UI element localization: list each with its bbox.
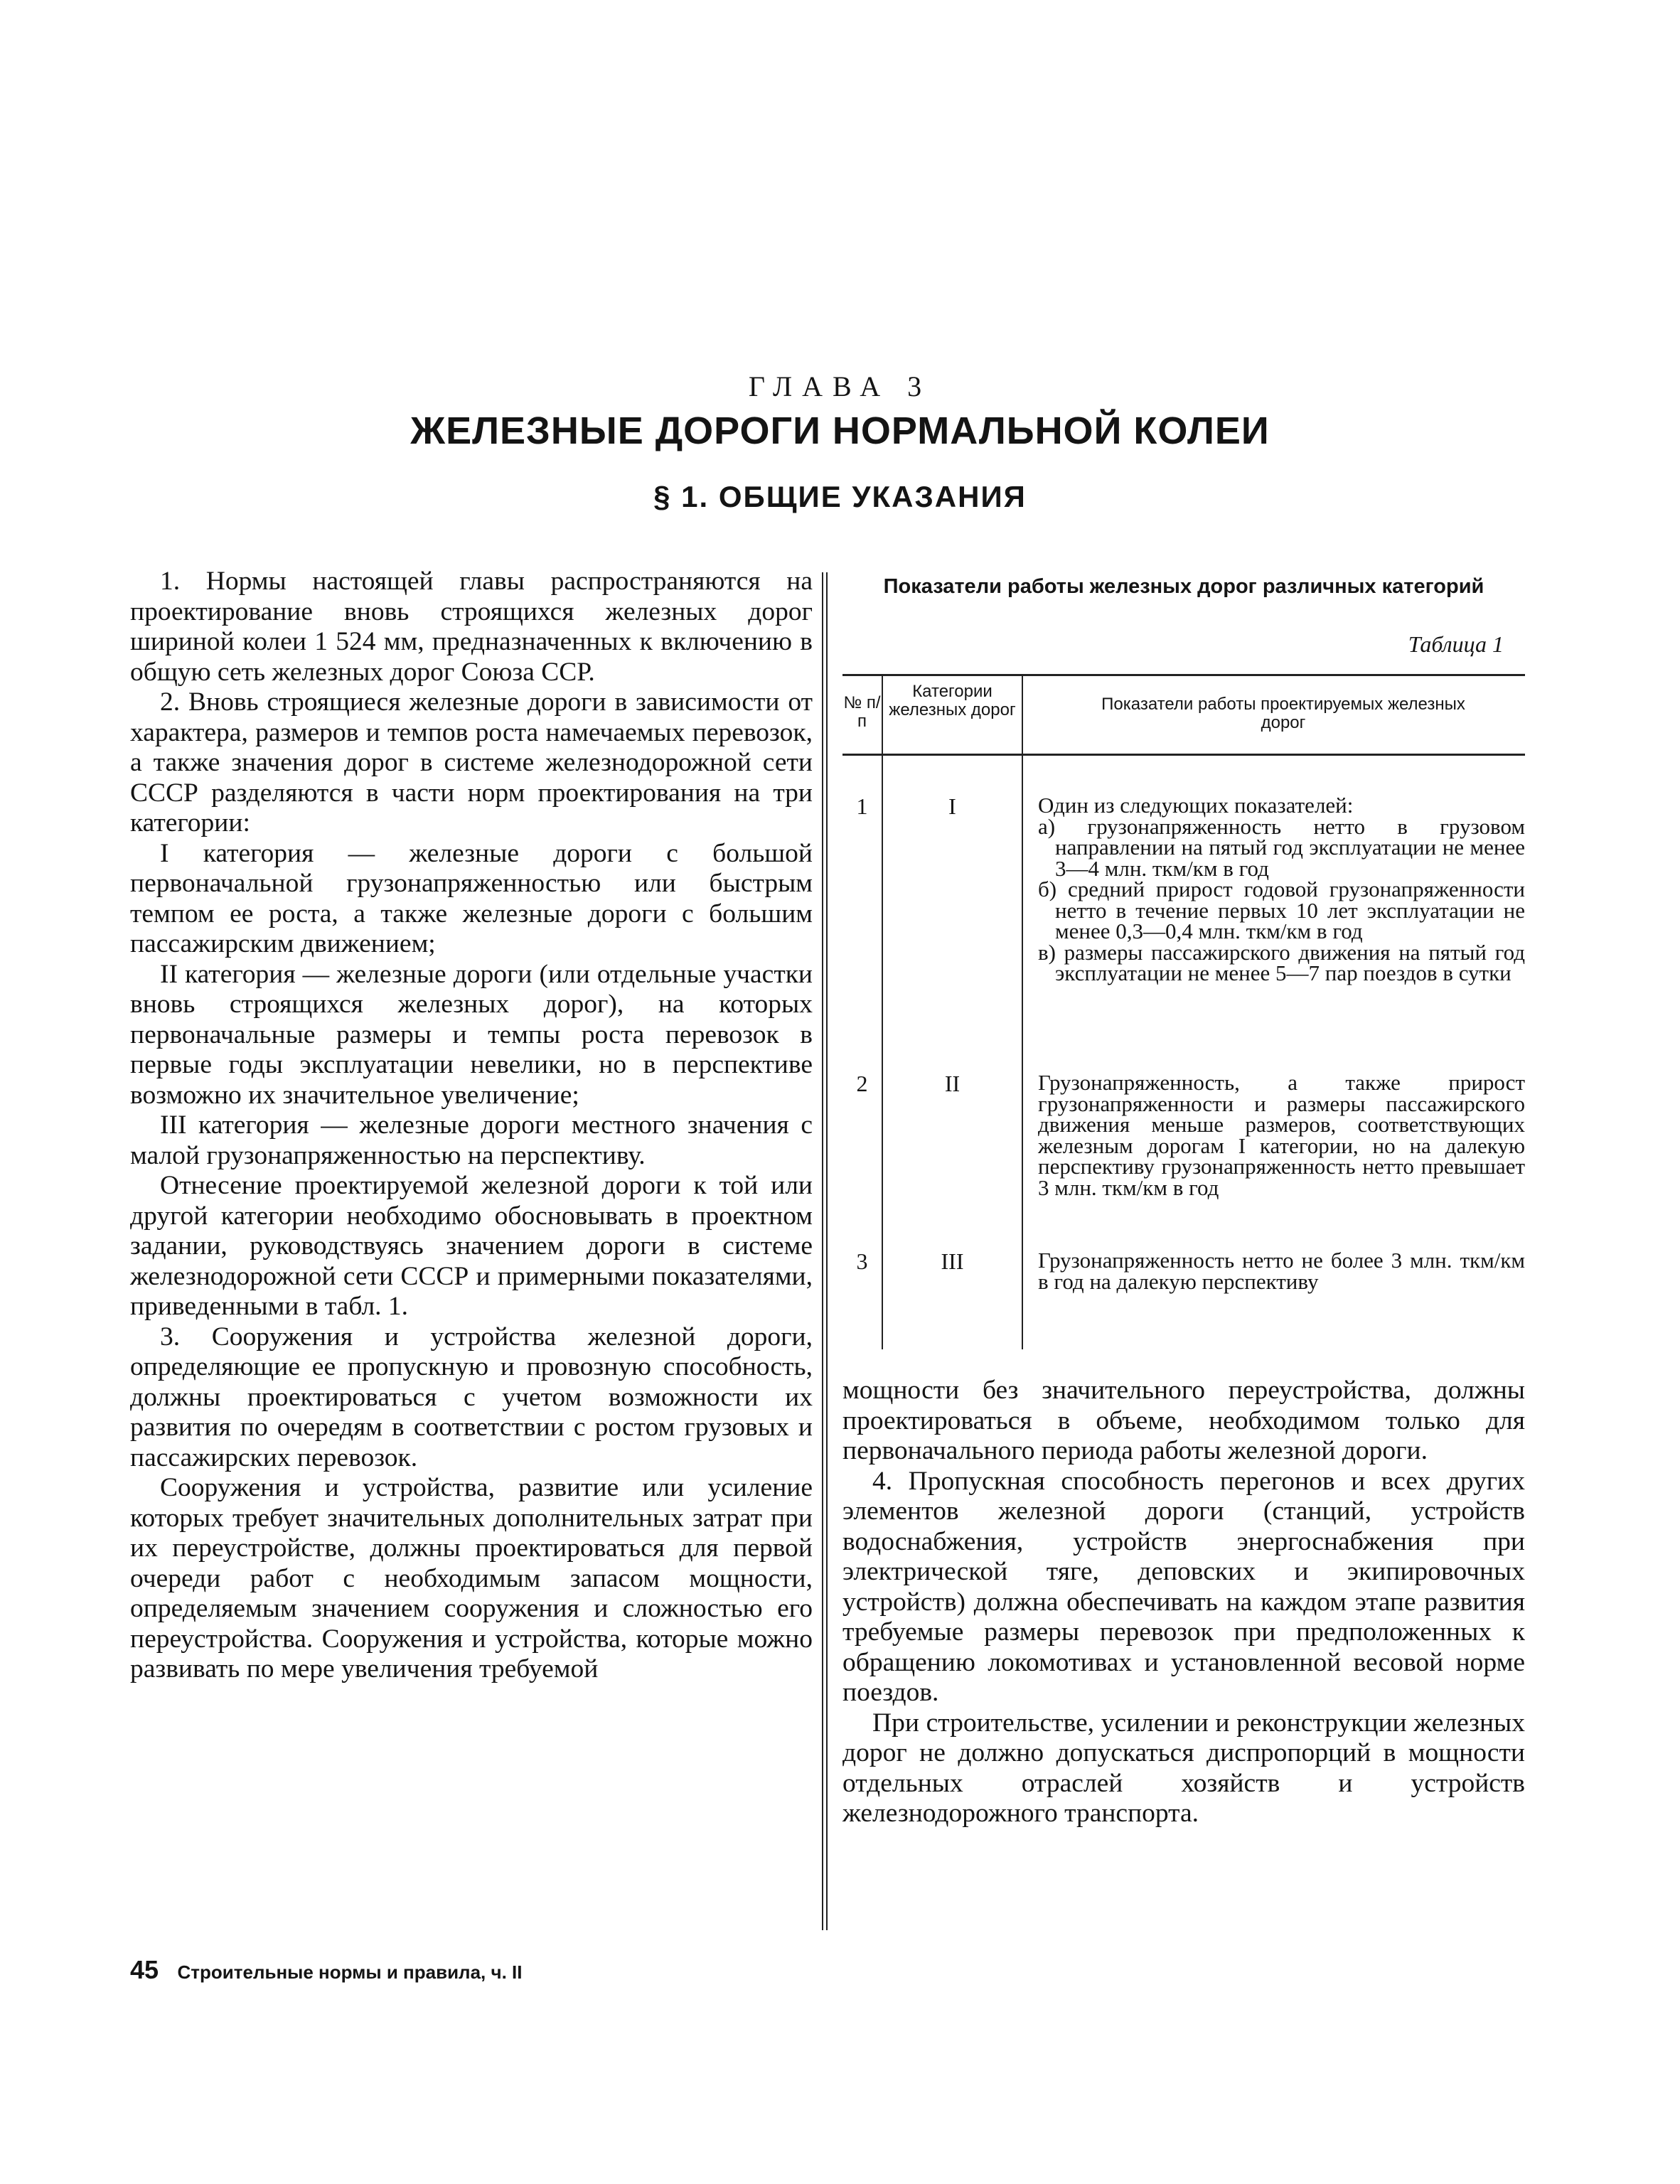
table-number: Таблица 1 [1408,631,1504,657]
row-1-item-b: б) средний прирост годовой грузонапряженности нетто в течение первых 10 лет эксплуатации не менее 0,3—0,4 млн. ткм/км в год [1038,877,1525,943]
paragraph-category-3: III категория — железные дороги местного значения с малой грузонапряженностью на перспективу. [130,1110,813,1170]
chapter-label: ГЛАВА 3 [748,370,932,402]
row-3-num: 3 [856,1248,868,1274]
section-title: § 1. ОБЩИЕ УКАЗАНИЯ [653,480,1027,513]
row-2-category: II [944,1071,961,1096]
row-3-category: III [941,1248,964,1274]
row-1-category: I [948,793,956,819]
paragraph-3: 3. Сооружения и устройства железной дороги, определяющие ее пропускную и провозную способность, должны проектироваться с учетом возможности их развития по очередям в соответствии с ростом грузовых и пассажирских перевозок. [130,1322,813,1472]
row-1-num: 1 [856,793,868,819]
paragraph-1: 1. Нормы настоящей главы распространяются на проектирование вновь строящихся железных дорог шириной колеи 1 524 мм, предназначенных к включению в общую сеть железных дорог Союза ССР. [130,567,813,687]
page-number: 45 [130,1955,159,1984]
indicators-table [842,674,1525,1349]
row-3-indicators: Грузонапряженность нетто не более 3 млн. ткм/км в год на далекую перспективу [1038,1248,1525,1294]
paragraph-construction: При строительстве, усилении и реконструкции железных дорог не должно допускаться диспропорций в мощности отдельных отраслей хозяйств и устройств железнодорожного транспорта. [842,1708,1525,1828]
paragraph-4: 4. Пропускная способность перегонов и всех других элементов железной дороги (станций, устройств водоснабжения, устройств энергоснабжения при электрической тяге, деповских и экипировочных устройств) должна обеспечивать на каждом этапе развития требуемые размеры перевозок при предположенных к обращению локомотивах и установленной весовой норме поездов. [842,1466,1525,1707]
page-footer [130,1955,522,1985]
row-2-indicators: Грузонапряженность, а также прирост грузонапряженности и размеры пассажирского движения меньше размеров, соответствующих железным дорогам I категории, но на далекую перспективу грузонапряженность нетто превышает 3 млн. ткм/км в год [1038,1070,1525,1200]
paragraph-assignment: Отнесение проектируемой железной дороги к той или другой категории необходимо обосновывать в проектном задании, руководствуясь значением дороги в системе железнодорожной сети СССР и примерными показателями, приведенными в табл. 1. [130,1171,813,1321]
table-header-rule [842,754,1525,756]
header-num: № п/п [843,693,881,731]
paragraph-2: 2. Вновь строящиеся железные дороги в зависимости от характера, размеров и темпов роста намечаемых перевозок, а также значения дорог в системе железнодорожной сети СССР разделяются в части норм проектирования на три категории: [130,687,813,837]
table-caption: Показатели работы железных дорог различных категорий [883,575,1484,598]
paragraph-category-1: I категория — железные дороги с большой первоначальной грузонапряженностью или быстрым темпом ее роста, а также железные дороги с большим пассажирским движением; [130,838,813,958]
paragraph-continued: мощности без значительного переустройства, должны проектироваться в объеме, необходимом только для первоначального периода работы железной дороги. [842,1376,1525,1465]
right-column [842,1376,1525,1829]
paragraph-structures: Сооружения и устройства, развитие или усиление которых требует значительных дополнительных затрат при их переустройстве, должны проектироваться для первой очереди работ с необходимым запасом мощности, определяемым значением сооружения и сложностью его переустройства. Сооружения и устройства, которые можно развивать по мере увеличения требуемой [130,1473,813,1684]
row-2-num: 2 [856,1071,868,1096]
column-divider [822,572,828,1930]
row-1-item-a: а) грузонапряженность нетто в грузовом направлении на пятый год эксплуатации не менее 3—4 млн. ткм/км в год [1038,813,1525,881]
header-category: Категории железных дорог [889,682,1016,719]
chapter-title: ЖЕЛЕЗНЫЕ ДОРОГИ НОРМАЛЬНОЙ КОЛЕИ [410,410,1270,452]
left-column [130,567,813,1685]
table-col-line-2 [1022,674,1023,1349]
header-indicators: Показатели работы проектируемых железных дорог [1101,695,1465,732]
source-title: Строительные нормы и правила, ч. II [177,1961,523,1983]
paragraph-category-2: II категория — железные дороги (или отдельные участки вновь строящихся железных дорог), на которых первоначальные размеры и темпы роста перевозок в первые годы эксплуатации невелики, но в перспективе возможно их значительное увеличение; [130,959,813,1110]
row-1-intro: Один из следующих показателей: [1038,793,1354,818]
table-top-rule [842,674,1525,676]
row-1-indicators [1038,795,1525,984]
row-1-item-c: в) размеры пассажирского движения на пятый год эксплуатации не менее 5—7 пар поездов в сутки [1038,939,1525,985]
